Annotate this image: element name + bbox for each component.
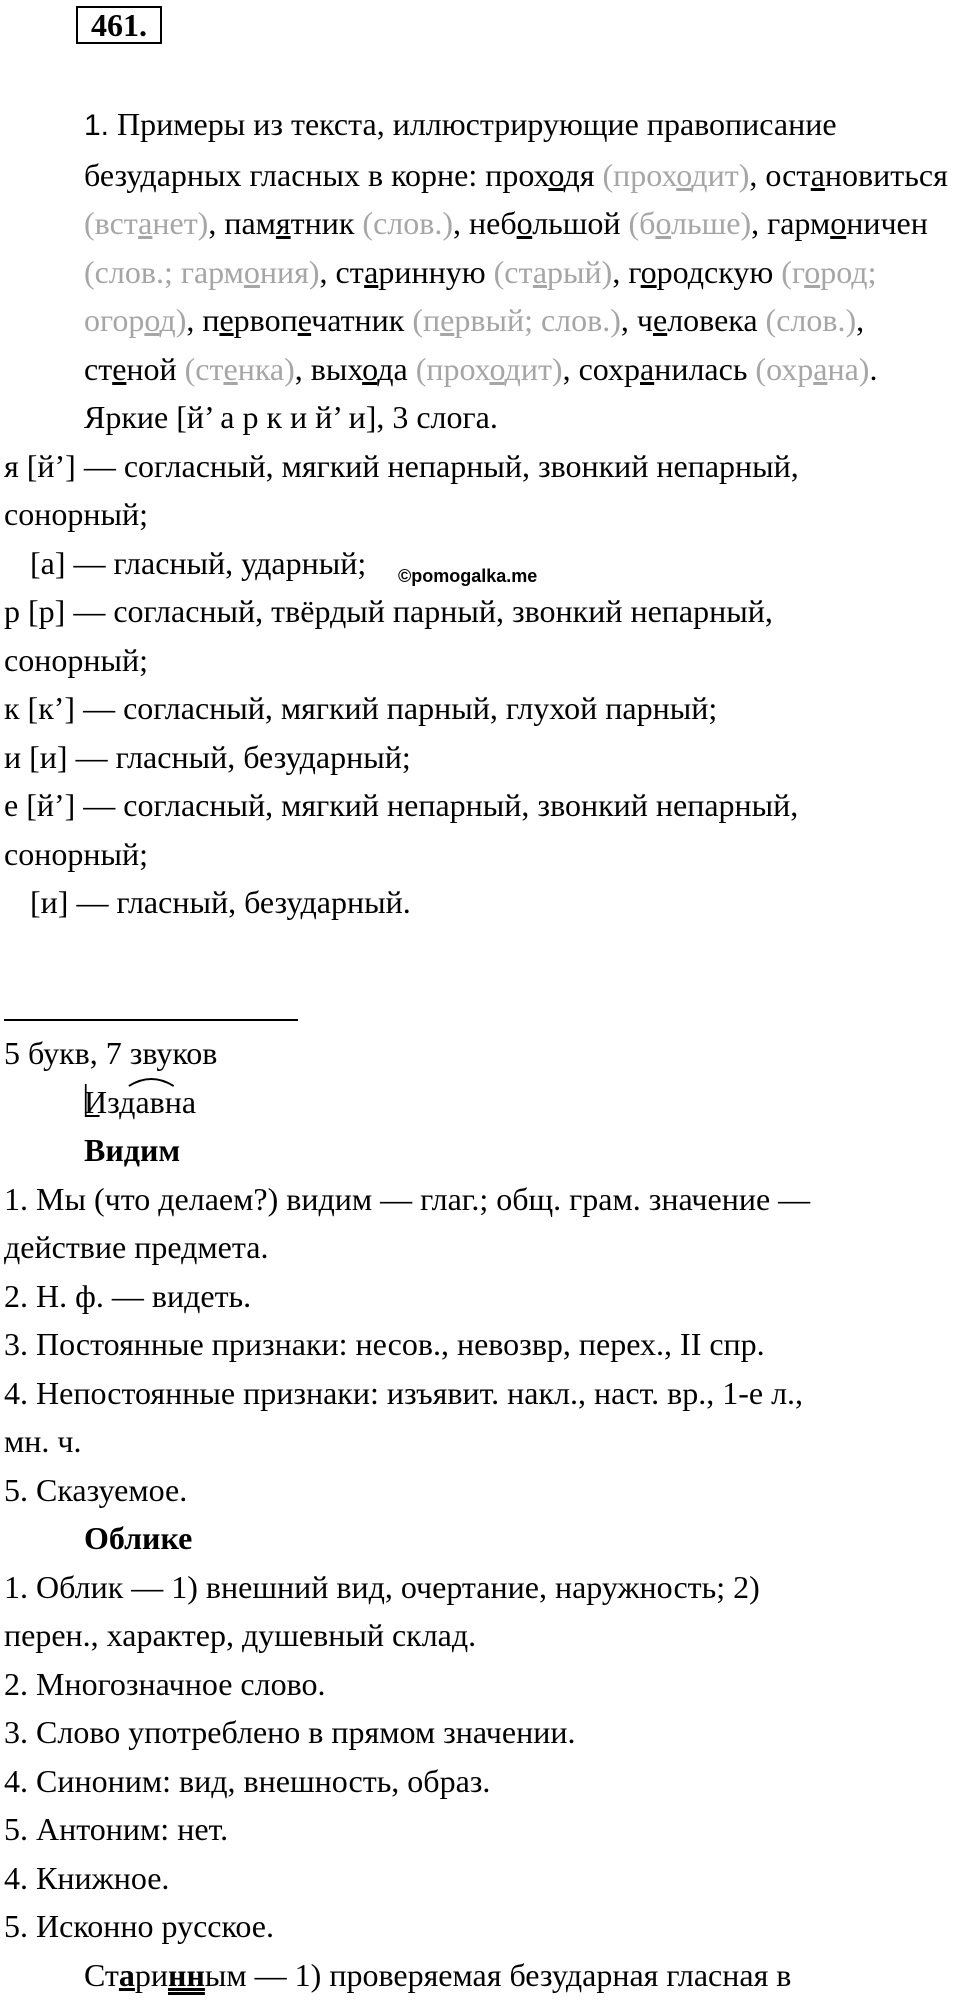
check-orthogram: о: [144, 302, 160, 338]
ll-mid: ри: [134, 1956, 169, 1993]
orthogram: о: [830, 205, 847, 241]
orthogram: е: [652, 302, 668, 338]
ll-rest: — 1) проверяемая безударная гласная в: [246, 1956, 792, 1993]
check-word: нет): [152, 205, 209, 241]
phonetic-line: [а] — гласный, ударный;: [30, 544, 367, 581]
morph-word-line: [4, 1078, 954, 1127]
word-part: п: [202, 302, 220, 338]
check-orthogram: о: [804, 253, 821, 290]
analysis-line: 5. Сказуемое.: [4, 1471, 188, 1508]
check-word: дит): [504, 350, 563, 387]
word-part: да: [377, 350, 408, 387]
phonetic-line: сонорный;: [4, 835, 148, 872]
analysis-line: 2. Н. ф. — видеть.: [4, 1277, 252, 1314]
orthogram: я: [275, 205, 291, 241]
punct: ,: [751, 205, 768, 241]
orthogram: е: [297, 302, 312, 338]
analysis-line: 4. Непостоянные признаки: изъявит. накл., наст. вр., 1-е л.,: [4, 1374, 804, 1411]
check-word: (г: [781, 253, 805, 290]
punct: ,: [319, 253, 336, 290]
phonetic-line: е [й’] — согласный, мягкий непарный, звонкий непарный,: [4, 787, 799, 823]
space: [177, 351, 185, 387]
check-word: (охр: [755, 350, 814, 387]
orthogram: е: [112, 350, 127, 387]
punct: ,: [856, 302, 865, 338]
punct: ,: [620, 302, 637, 338]
letters-sounds-count: 5 букв, 7 звуков: [4, 1035, 218, 1071]
last-line: [4, 1951, 954, 2000]
word-part: новиться: [824, 156, 948, 193]
check-word: (слов.): [765, 302, 857, 338]
word-part: неб: [469, 205, 517, 241]
punct: ,: [562, 350, 579, 387]
word-part: тник: [290, 205, 355, 241]
check-word: (слов.): [362, 205, 453, 241]
phonetic-line: и [и] — гласный, безударный;: [4, 738, 411, 775]
punct: ,: [186, 302, 203, 338]
ll-post: ым: [204, 1956, 247, 1993]
check-orthogram: а: [138, 205, 153, 241]
phonetic-line: сонорный;: [4, 641, 148, 678]
ll-pre: Ст: [84, 1956, 119, 1993]
space: [621, 205, 629, 241]
section-2: [4, 1029, 954, 1999]
check-word: на): [827, 350, 870, 387]
orthogram: а: [364, 253, 379, 290]
word-part: г: [628, 253, 641, 290]
word-part: пам: [224, 205, 276, 241]
check-word: (ст: [184, 350, 224, 387]
punct: ,: [612, 253, 629, 290]
check-word: род; огор: [84, 253, 877, 338]
word-part: нилась: [654, 350, 748, 387]
phonetic-line: к [к’] — согласный, мягкий парный, глухой парный;: [4, 690, 718, 726]
ll-a: а: [118, 1956, 135, 1993]
word-part: дя: [563, 156, 595, 193]
punct: ,: [749, 156, 766, 193]
noun-title: Облике: [84, 1520, 193, 1556]
space: [408, 351, 416, 387]
phonetic-line: сонорный;: [4, 496, 148, 532]
analysis-line: 5. Исконно русское.: [4, 1908, 274, 1944]
verb-title: Видим: [84, 1132, 181, 1168]
check-word: (ст: [493, 253, 533, 290]
word-part: ст: [335, 253, 365, 290]
check-word: нка): [237, 350, 295, 387]
morph-word: [84, 1078, 196, 1127]
word-part: ной: [126, 350, 177, 387]
space: [758, 302, 766, 338]
check-word: (б: [628, 205, 656, 241]
check-orthogram: о: [489, 350, 505, 387]
ll-nn: нн: [168, 1956, 205, 1993]
morph-word-text: Издавна: [84, 1083, 197, 1120]
check-word: (п: [412, 302, 441, 338]
word-part: чатник: [311, 302, 405, 338]
verb-analysis: [4, 1175, 954, 1515]
word-part: сохр: [578, 350, 640, 387]
check-orthogram: е: [223, 350, 238, 387]
check-orthogram: о: [676, 156, 692, 193]
check-word: (прох: [415, 350, 490, 387]
orthogram: а: [810, 156, 825, 193]
phonetic-line: [и] — гласный, безударный.: [30, 884, 411, 920]
check-word: д): [159, 302, 187, 338]
word-part: рвоп: [233, 302, 298, 338]
word-part: вых: [310, 350, 363, 387]
punct: .: [869, 350, 878, 387]
section-1: [4, 100, 954, 927]
orthogram: о: [362, 350, 378, 387]
word-part: родскую: [656, 253, 774, 290]
task-number: 461.: [76, 6, 162, 44]
word-part: ст: [84, 350, 113, 387]
analysis-line: перен., характер, душевный склад.: [4, 1617, 477, 1653]
watermark: ©pomogalka.me: [398, 566, 538, 586]
footnote-rule: [4, 1019, 298, 1021]
orthogram: о: [516, 205, 533, 241]
analysis-line: 1. Мы (что делаем?) видим — глаг.; общ. грам. значение —: [4, 1180, 811, 1217]
analysis-line: 3. Слово употреблено в прямом значении.: [4, 1714, 576, 1750]
check-word: рый): [547, 253, 613, 290]
punct: ,: [453, 205, 469, 241]
check-word: (прох: [602, 156, 677, 193]
check-orthogram: а: [532, 253, 548, 290]
check-orthogram: о: [655, 205, 672, 241]
check-orthogram: о: [243, 253, 260, 290]
word-part: ничен: [846, 205, 928, 241]
word-part: прох: [485, 156, 549, 193]
check-orthogram: а: [813, 350, 828, 387]
check-word: дит): [691, 156, 750, 193]
check-orthogram: е: [440, 302, 455, 338]
space: [486, 254, 494, 290]
word-part: льшой: [532, 205, 621, 241]
phonetic-line: р [р] — согласный, твёрдый парный, звонкий непарный,: [4, 593, 773, 629]
analysis-line: 1. Облик — 1) внешний вид, очертание, наружность; 2): [4, 1568, 760, 1605]
word-part: ч: [636, 302, 653, 338]
phonetic-head: Яркие [й’ а р к и й’ и], 3 слога.: [84, 399, 498, 435]
examples-paragraph: [4, 100, 954, 393]
analysis-line: 4. Книжное.: [4, 1859, 170, 1896]
check-word: льше): [671, 205, 752, 241]
check-word: рвый; слов.): [454, 302, 621, 338]
orthogram: о: [640, 253, 657, 290]
analysis-line: 5. Антоним: нет.: [4, 1811, 229, 1847]
item-number: 1.: [84, 109, 110, 142]
punct: ,: [208, 205, 225, 241]
check-word: ния): [259, 253, 320, 290]
analysis-line: 2. Многозначное слово.: [4, 1665, 326, 1702]
intro-text: Примеры из текста, иллюстрирующие правописание безударных гласных в корне:: [84, 106, 837, 193]
phonetic-line: я [й’] — согласный, мягкий непарный, звонкий непарный,: [4, 447, 799, 484]
analysis-line: действие предмета.: [4, 1229, 269, 1265]
morpheme-marks: [84, 1074, 196, 1134]
word-part: ловека: [667, 302, 758, 338]
orthogram: а: [639, 350, 655, 387]
check-word: (слов.; гарм: [84, 253, 244, 290]
analysis-line: 4. Синоним: вид, внешность, образ.: [4, 1762, 491, 1799]
noun-analysis: [4, 1563, 954, 1951]
punct: ,: [294, 350, 311, 387]
analysis-line: мн. ч.: [4, 1423, 82, 1459]
orthogram: е: [219, 302, 234, 338]
word-part: ост: [765, 156, 811, 193]
word-part: гарм: [767, 205, 831, 241]
check-word: (вст: [84, 205, 139, 241]
word-part: ринную: [378, 253, 486, 290]
orthogram: о: [548, 156, 564, 193]
analysis-line: 3. Постоянные признаки: несов., невозвр, перех., II спр.: [4, 1326, 765, 1362]
